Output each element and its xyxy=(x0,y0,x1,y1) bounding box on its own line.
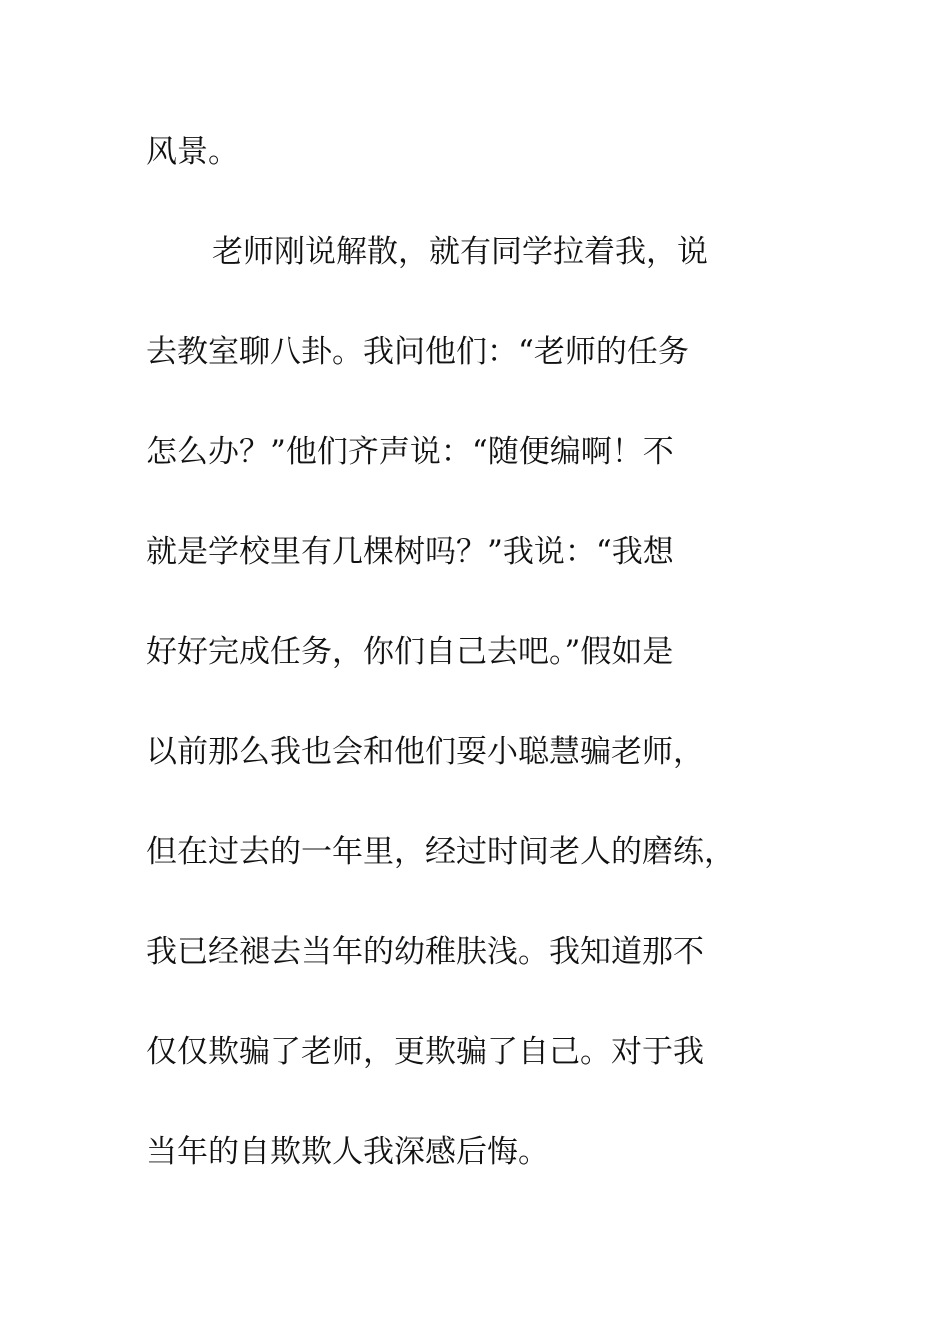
text-line-9: 我已经褪去当年的幼稚肤浅。我知道那不 xyxy=(146,934,704,970)
text-line-10: 仅仅欺骗了老师，更欺骗了自己。对于我 xyxy=(146,1034,704,1070)
text-line-6: 好好完成任务，你们自己去吧。”假如是 xyxy=(146,634,674,670)
text-line-3: 去教室聊八卦。我问他们：“老师的任务 xyxy=(146,334,689,370)
text-line-5: 就是学校里有几棵树吗？”我说：“我想 xyxy=(146,534,674,570)
text-line-1: 风景。 xyxy=(146,134,239,170)
text-line-11: 当年的自欺欺人我深感后悔。 xyxy=(146,1134,549,1170)
text-line-8: 但在过去的一年里，经过时间老人的磨练， xyxy=(146,834,735,870)
text-line-4: 怎么办？”他们齐声说：“随便编啊！不 xyxy=(146,434,674,470)
paragraph-start-line: 老师刚说解散，就有同学拉着我，说 xyxy=(212,234,708,270)
text-line-7: 以前那么我也会和他们耍小聪慧骗老师， xyxy=(146,734,704,770)
